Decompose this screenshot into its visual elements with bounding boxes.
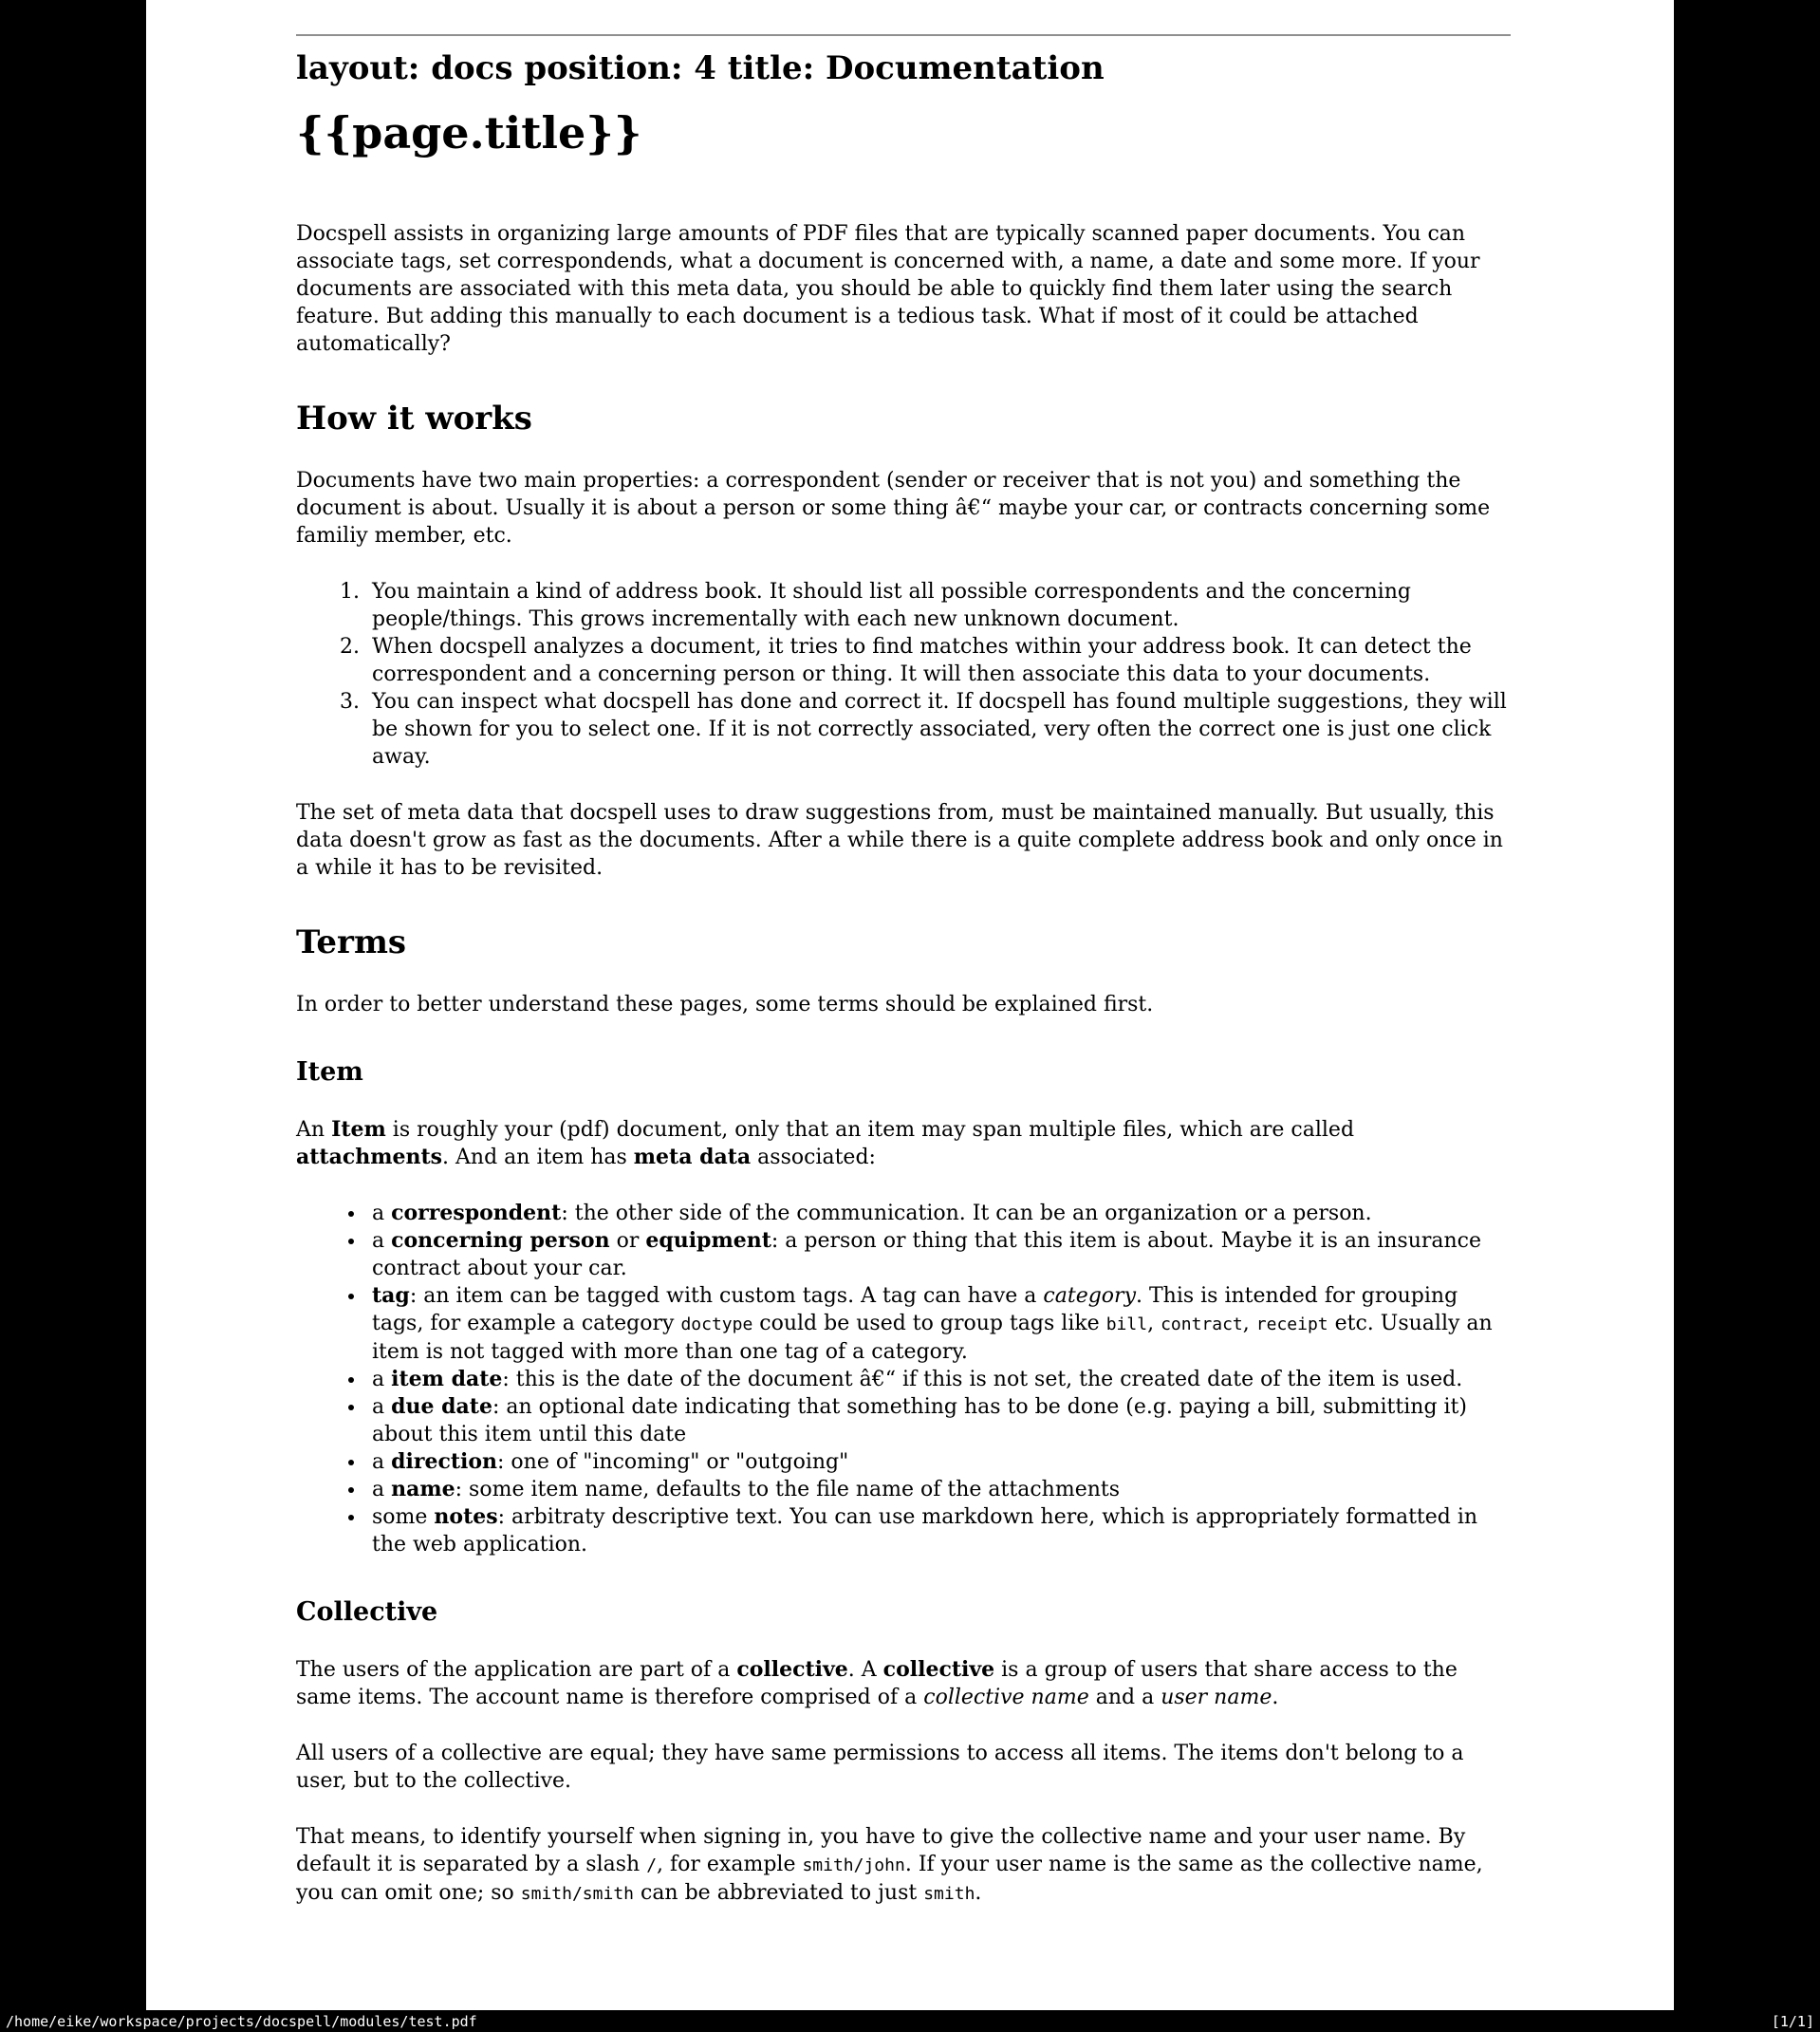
list-item: • some notes: arbitraty descriptive text. You can use markdown here, which is appropriately formatted in the web application. (366, 1503, 1511, 1558)
item-definition-paragraph: An Item is roughly your (pdf) document, only that an item may span multiple files, which are called attachments. And an item has meta data associated: (296, 1117, 1355, 1169)
statusbar-file-path: /home/eike/workspace/projects/docspell/modules/test.pdf (6, 2012, 477, 2030)
list-item: 2. When docspell analyzes a document, it tries to find matches within your address book. It can detect the correspondent and a concerning person or thing. It will then associate this data to your documents. (366, 633, 1511, 688)
document-content (146, 34, 1674, 1908)
frontmatter-divider (296, 34, 1511, 36)
item-meta-data-list (296, 1200, 1511, 1558)
collective-paragraph-2: All users of a collective are equal; they have same permissions to access all items. The items don't belong to a user, but to the collective. (296, 1742, 1464, 1793)
terms-intro-paragraph: In order to better understand these pages, some terms should be explained first. (296, 993, 1154, 1016)
list-item: • a correspondent: the other side of the communication. It can be an organization or a person. (366, 1200, 1511, 1227)
meta-data-maintenance-paragraph: The set of meta data that docspell uses to draw suggestions from, must be maintained manually. But usually, this data doesn't grow as fast as the documents. After a while there is a quite complete address book and only once in a while it has to be revisited. (296, 801, 1503, 880)
section-heading-terms: Terms (296, 923, 407, 961)
how-it-works-steps-list (296, 578, 1511, 771)
list-item: • a concerning person or equipment: a person or thing that this item is about. Maybe it is an insurance contract about your car. (366, 1227, 1511, 1282)
list-item: • a direction: one of "incoming" or "outgoing" (366, 1448, 1511, 1476)
list-item: 3. You can inspect what docspell has done and correct it. If docspell has found multiple suggestions, they will be shown for you to select one. If it is not correctly associated, very often the correct one is just one click away. (366, 688, 1511, 771)
section-heading-how-it-works: How it works (296, 400, 532, 438)
statusbar-page-indicator: [1/1] (1771, 2012, 1814, 2030)
page-title: {{page.title}} (296, 107, 642, 158)
collective-paragraph-3: That means, to identify yourself when signing in, you have to give the collective name and your user name. By default it is separated by a slash /, for example smith/john. If your user name is the same as the collective name, you can omit one; so smith/smith can be abbreviated to just smith. (296, 1825, 1483, 1905)
list-item: • a name: some item name, defaults to the file name of the attachments (366, 1476, 1511, 1503)
intro-paragraph: Docspell assists in organizing large amounts of PDF files that are typically scanned paper documents. You can associate tags, set correspondends, what a document is concerned with, a name, a date and some more. If your documents are associated with this meta data, you should be able to quickly find them later using the search feature. But adding this manually to each document is a tedious task. What if most of it could be attached automatically? (296, 222, 1480, 356)
pdf-page[interactable] (146, 0, 1674, 2010)
list-item: • tag: an item can be tagged with custom tags. A tag can have a category. This is intended for grouping tags, for example a category doctype could be used to group tags like bill, contract, receipt etc. Usually an item is not tagged with more than one tag of a category. (366, 1282, 1511, 1366)
subsection-heading-item: Item (296, 1057, 363, 1087)
collective-paragraph-1: The users of the application are part of a collective. A collective is a group of users that share access to the same items. The account name is therefore comprised of a collective name and a user name. (296, 1657, 1458, 1709)
list-item: • a item date: this is the date of the document â€“ if this is not set, the created date of the item is used. (366, 1366, 1511, 1393)
statusbar (0, 2010, 1820, 2032)
frontmatter-heading: layout: docs position: 4 title: Documentation (296, 49, 1105, 87)
subsection-heading-collective: Collective (296, 1597, 438, 1627)
how-it-works-paragraph: Documents have two main properties: a correspondent (sender or receiver that is not you) and something the document is about. Usually it is about a person or some thing â€“ maybe your car, or contracts concerning some familiy member, etc. (296, 469, 1491, 548)
list-item: 1. You maintain a kind of address book. It should list all possible correspondents and the concerning people/things. This grows incrementally with each new unknown document. (366, 578, 1511, 633)
list-item: • a due date: an optional date indicating that something has to be done (e.g. paying a bill, submitting it) about this item until this date (366, 1393, 1511, 1448)
